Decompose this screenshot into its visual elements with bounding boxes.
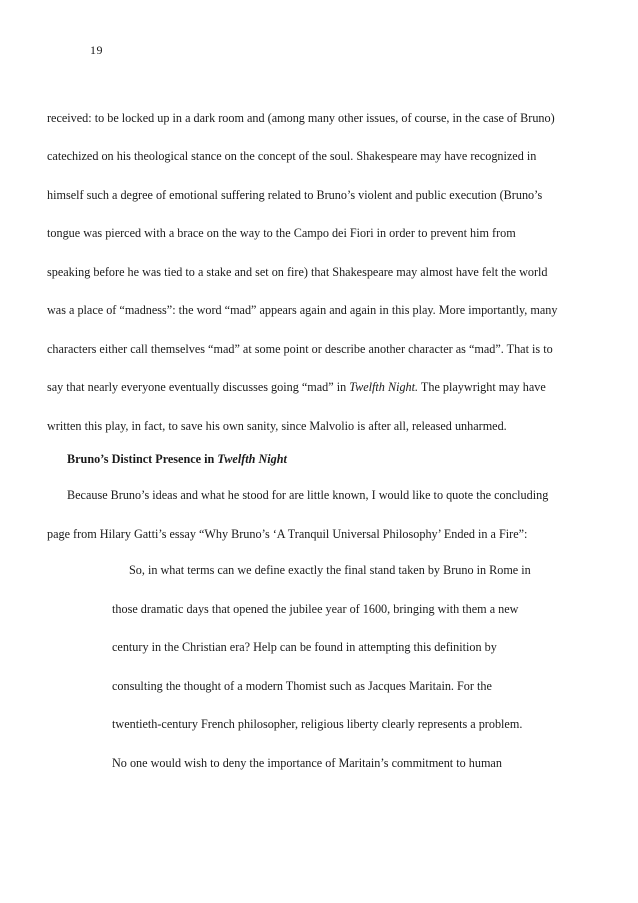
body-text-line: catechized on his theological stance on the concept of the soul. Shakespeare may have recognized in bbox=[47, 149, 537, 163]
blockquote-line: twentieth-century French philosopher, religious liberty clearly represents a problem. bbox=[112, 717, 523, 731]
body-text-segment: The playwright may have bbox=[418, 380, 546, 394]
section-heading-text: Bruno’s Distinct Presence in bbox=[67, 452, 218, 466]
section-heading-italic: Twelfth Night bbox=[217, 452, 287, 466]
body-text-line: himself such a degree of emotional suffering related to Bruno’s violent and public execution (Bruno’s bbox=[47, 188, 543, 202]
body-text-line bbox=[47, 380, 546, 394]
body-text-line: page from Hilary Gatti’s essay “Why Bruno’s ‘A Tranquil Universal Philosophy’ Ended in a Fire”: bbox=[47, 527, 528, 541]
body-text-segment: say that nearly everyone eventually discusses going “mad” in bbox=[47, 380, 350, 394]
section-heading bbox=[67, 452, 287, 466]
blockquote-line: those dramatic days that opened the jubilee year of 1600, bringing with them a new bbox=[112, 602, 519, 616]
blockquote-line: So, in what terms can we define exactly the final stand taken by Bruno in Rome in bbox=[129, 563, 531, 577]
play-title-italic: Twelfth Night. bbox=[349, 380, 419, 394]
body-text-line: speaking before he was tied to a stake and set on fire) that Shakespeare may almost have felt the world bbox=[47, 265, 548, 279]
body-text-line: written this play, in fact, to save his own sanity, since Malvolio is after all, released unharmed. bbox=[47, 419, 507, 433]
blockquote-line: consulting the thought of a modern Thomist such as Jacques Maritain. For the bbox=[112, 679, 492, 693]
body-text-line: tongue was pierced with a brace on the way to the Campo dei Fiori in order to prevent him from bbox=[47, 226, 516, 240]
body-text-line: characters either call themselves “mad” at some point or describe another character as “mad”. That is to bbox=[47, 342, 553, 356]
body-text-line: received: to be locked up in a dark room and (among many other issues, of course, in the case of Bruno) bbox=[47, 111, 555, 125]
body-text-line: was a place of “madness”: the word “mad” appears again and again in this play. More importantly, many bbox=[47, 303, 558, 317]
blockquote-line: century in the Christian era? Help can be found in attempting this definition by bbox=[112, 640, 497, 654]
page-number: 19 bbox=[90, 43, 103, 57]
body-text-line: Because Bruno’s ideas and what he stood for are little known, I would like to quote the concluding bbox=[67, 488, 549, 502]
blockquote-line: No one would wish to deny the importance of Maritain’s commitment to human bbox=[112, 756, 502, 770]
